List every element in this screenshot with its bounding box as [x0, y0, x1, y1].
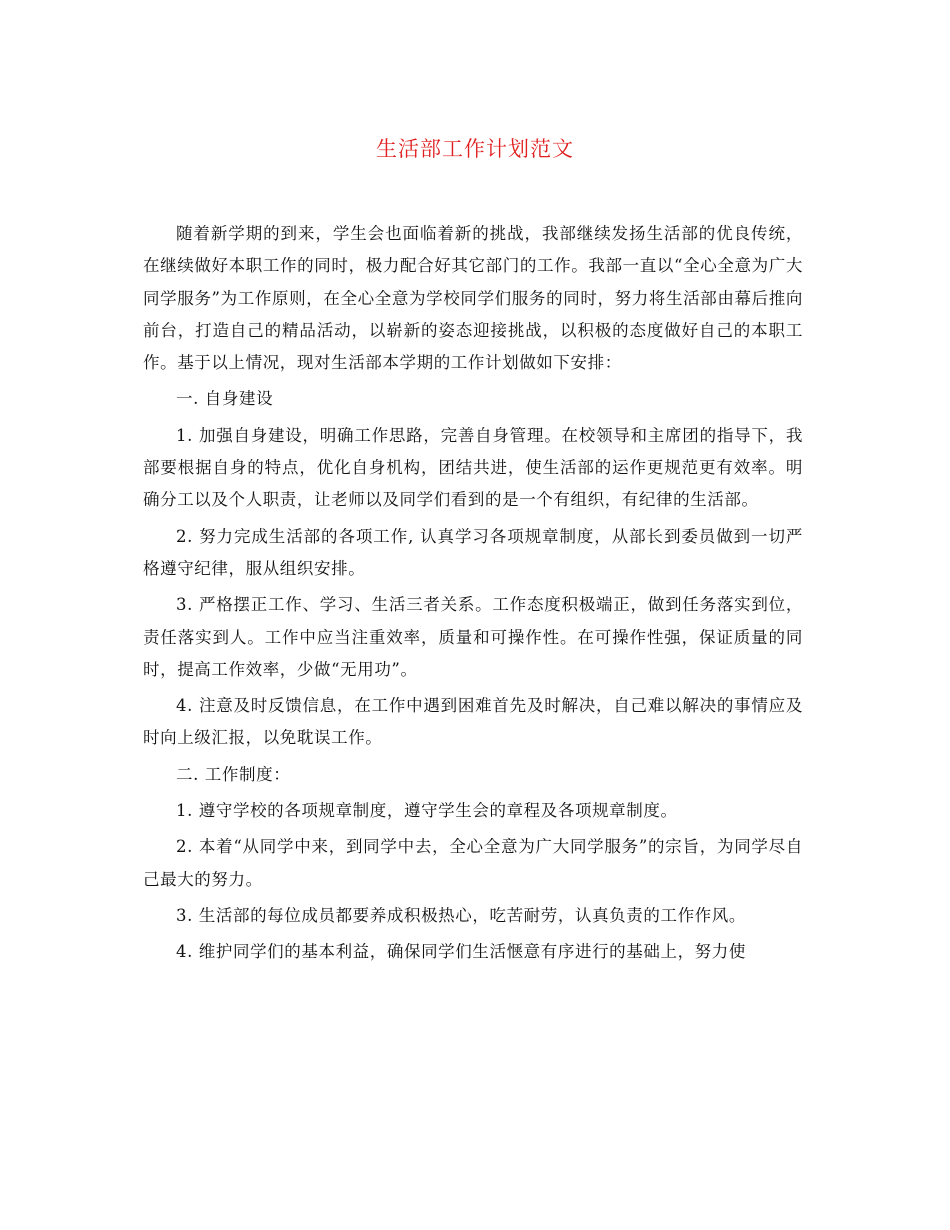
- section-heading-self-building: 一. 自身建设: [176, 389, 274, 409]
- paragraph-item: 4. 维护同学们的基本利益，确保同学们生活惬意有序进行的基础上，努力使: [176, 942, 746, 962]
- paragraph-item: 4. 注意及时反馈信息，在工作中遇到困难首先及时解决，自己难以解决的事情应及时向上级汇报，以免耽误工作。: [143, 696, 803, 748]
- section-heading-work-system: 二. 工作制度：: [176, 764, 291, 784]
- paragraph-intro: 随着新学期的到来，学生会也面临着新的挑战，我部继续发扬生活部的优良传统，在继续做好本职工作的同时，极力配合好其它部门的工作。我部一直以“全心全意为广大同学服务”为工作原则，在全心全意为学校同学们服务的同时，努力将生活部由幕后推向前台，打造自己的精品活动，以崭新的姿态迎接挑战，以积极的态度做好自己的本职工作。基于以上情况，现对生活部本学期的工作计划做如下安排：: [143, 224, 803, 373]
- paragraph-item: 3. 严格摆正工作、学习、生活三者关系。工作态度积极端正，做到任务落实到位，责任落实到人。工作中应当注重效率，质量和可操作性。在可操作性强，保证质量的同时，提高工作效率，少做“无用功”。: [143, 595, 803, 679]
- paragraph-item: 1. 遵守学校的各项规章制度，遵守学生会的章程及各项规章制度。: [176, 801, 678, 821]
- paragraph-item: 1. 加强自身建设，明确工作思路，完善自身管理。在校领导和主席团的指导下，我部要根据自身的特点，优化自身机构，团结共进，使生活部的运作更规范更有效率。明确分工以及个人职责，让老师以及同学们看到的是一个有组织，有纪律的生活部。: [143, 425, 803, 510]
- paragraph-item: 2. 本着“从同学中来，到同学中去，全心全意为广大同学服务”的宗旨，为同学尽自己最大的努力。: [143, 837, 803, 889]
- document-title: 生活部工作计划范文: [376, 137, 574, 161]
- paragraph-item: 2. 努力完成生活部的各项工作, 认真学习各项规章制度，从部长到委员做到一切严格遵守纪律，服从组织安排。: [143, 526, 803, 578]
- document-body: [143, 218, 803, 973]
- paragraph-item: 3. 生活部的每位成员都要养成积极热心，吃苦耐劳，认真负责的工作作风。: [176, 905, 746, 925]
